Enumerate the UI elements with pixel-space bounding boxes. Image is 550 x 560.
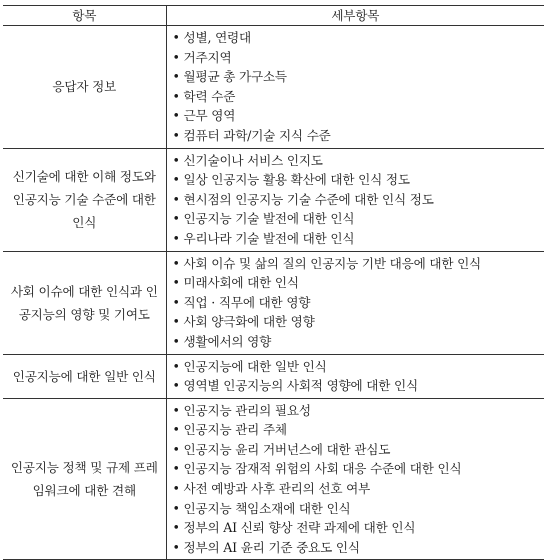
- table-row: [3, 354, 544, 398]
- header-category: 항목: [3, 6, 166, 26]
- list-item: • 인공지능 책임소재에 대한 인식: [173, 499, 545, 519]
- list-item: • 신기술이나 서비스 인지도: [173, 151, 545, 171]
- category-cell: 인공지능 정책 및 규제 프레임워크에 대한 견해: [3, 398, 166, 560]
- list-item: • 미래사회에 대한 인식: [173, 273, 545, 293]
- list-item: • 인공지능 기술 발전에 대한 인식: [173, 209, 545, 229]
- table-header-row: [3, 6, 544, 26]
- list-item: • 컴퓨터 과학/기술 지식 수준: [173, 126, 545, 146]
- list-item: • 성별, 연령대: [173, 28, 545, 48]
- category-cell: 인공지능에 대한 일반 인식: [3, 354, 166, 398]
- category-cell: 사회 이슈에 대한 인식과 인공지능의 영향 및 기여도: [3, 251, 166, 354]
- table-row: [3, 148, 544, 251]
- list-item: • 인공지능 윤리 거버넌스에 대한 관심도: [173, 440, 545, 460]
- list-item: • 정부의 AI 신뢰 향상 전략 과제에 대한 인식: [173, 518, 545, 538]
- list-item: • 현시점의 인공지능 기술 수준에 대한 인식 정도: [173, 190, 545, 210]
- subitems-cell: [166, 26, 544, 149]
- survey-items-table: [3, 5, 544, 560]
- table-row: [3, 26, 544, 149]
- list-item: • 월평균 총 가구소득: [173, 67, 545, 87]
- list-item: • 우리나라 기술 발전에 대한 인식: [173, 229, 545, 249]
- subitems-cell: [166, 148, 544, 251]
- list-item: • 학력 수준: [173, 87, 545, 107]
- table-row: [3, 251, 544, 354]
- list-item: • 사회 양극화에 대한 영향: [173, 312, 545, 332]
- category-cell: 응답자 정보: [3, 26, 166, 149]
- list-item: • 생활에서의 영향: [173, 332, 545, 352]
- subitems-cell: [166, 398, 544, 560]
- list-item: • 사전 예방과 사후 관리의 선호 여부: [173, 479, 545, 499]
- header-subitems: 세부항목: [166, 6, 544, 26]
- category-cell: 신기술에 대한 이해 정도와 인공지능 기술 수준에 대한 인식: [3, 148, 166, 251]
- list-item: • 직업 · 직무에 대한 영향: [173, 293, 545, 313]
- list-item: • 인공지능 잠재적 위험의 사회 대응 수준에 대한 인식: [173, 459, 545, 479]
- list-item: • 인공지능에 대한 일반 인식: [173, 357, 545, 377]
- subitems-cell: [166, 354, 544, 398]
- list-item: • 일상 인공지능 활용 확산에 대한 인식 정도: [173, 170, 545, 190]
- list-item: • 사회 이슈 및 삶의 질의 인공지능 기반 대응에 대한 인식: [173, 254, 545, 274]
- list-item: • 인공지능 관리의 필요성: [173, 401, 545, 421]
- list-item: • 인공지능 관리 주체: [173, 420, 545, 440]
- list-item: • 정부의 AI 윤리 기준 중요도 인식: [173, 538, 545, 558]
- list-item: • 거주지역: [173, 48, 545, 68]
- list-item: • 근무 영역: [173, 106, 545, 126]
- table-row: [3, 398, 544, 560]
- list-item: • 영역별 인공지능의 사회적 영향에 대한 인식: [173, 376, 545, 396]
- subitems-cell: [166, 251, 544, 354]
